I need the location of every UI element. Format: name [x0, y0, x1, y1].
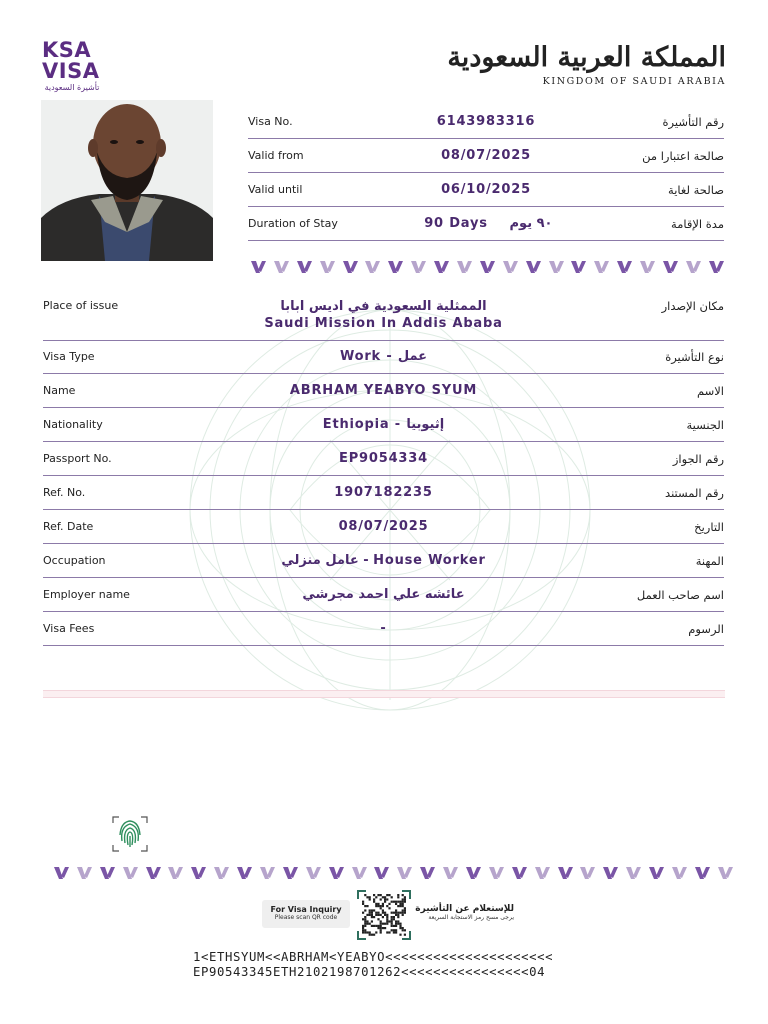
check-mark-icon — [717, 864, 734, 880]
field-place-of-issue — [43, 290, 724, 341]
field-valid-until — [248, 173, 724, 207]
check-mark-icon — [602, 864, 619, 880]
check-mark-icon — [282, 864, 299, 880]
field-valid-from — [248, 139, 724, 173]
visa-inquiry-ar — [414, 904, 514, 921]
field-ref-date — [43, 510, 724, 544]
check-mark-icon — [488, 864, 505, 880]
check-mark-icon — [99, 864, 116, 880]
field-label-ar: رقم التأشيرة — [662, 115, 724, 129]
ref-date-value: 08/07/2025 — [338, 519, 429, 534]
field-visa-no — [248, 105, 724, 139]
check-mark-icon — [259, 864, 276, 880]
field-visa-fees — [43, 612, 724, 646]
field-ref-no — [43, 476, 724, 510]
field-label-ar: رقم المستند — [665, 486, 724, 500]
field-label-ar: مكان الإصدار — [661, 299, 724, 313]
check-mark-icon — [662, 258, 679, 274]
field-visa-type — [43, 340, 724, 374]
check-mark-icon — [557, 864, 574, 880]
ref-number-value: 1907182235 — [334, 485, 433, 500]
valid-until-value: 06/10/2025 — [441, 182, 531, 197]
check-mark-icon — [419, 864, 436, 880]
inquiry-title-ar: للإستعلام عن التأشيرة — [415, 904, 514, 914]
mrz-line-2: EP90543345ETH2102198701262<<<<<<<<<<<<<<<<04 — [193, 965, 546, 979]
field-label: Duration of Stay — [248, 217, 338, 230]
inquiry-sub-en: Please scan QR code — [274, 914, 338, 921]
check-mark-icon — [387, 258, 404, 274]
check-mark-icon — [410, 258, 427, 274]
check-mark-icon — [273, 258, 290, 274]
check-mark-icon — [708, 258, 725, 274]
security-strip — [43, 690, 725, 698]
check-mark-icon — [351, 864, 368, 880]
check-mark-icon — [502, 258, 519, 274]
check-mark-icon — [525, 258, 542, 274]
check-mark-icon — [190, 864, 207, 880]
field-nationality — [43, 408, 724, 442]
field-label: Occupation — [43, 554, 106, 567]
field-label-ar: صالحة لغاية — [668, 183, 724, 197]
check-mark-icon — [145, 864, 162, 880]
check-mark-icon — [328, 864, 345, 880]
field-employer-name — [43, 578, 724, 612]
check-mark-icon — [442, 864, 459, 880]
field-label: Employer name — [43, 588, 130, 601]
field-label-ar: المهنة — [695, 554, 724, 568]
employer-name-value: عائشه علي احمد مجرشي — [302, 587, 465, 602]
field-passport-no — [43, 442, 724, 476]
mrz-line-1: 1<ETHSYUM<<ABRHAM<YEABYO<<<<<<<<<<<<<<<<<<<<< — [193, 950, 554, 964]
check-mark-icon — [296, 258, 313, 274]
check-mark-icon — [671, 864, 688, 880]
check-mark-icon — [548, 258, 565, 274]
valid-from-value: 08/07/2025 — [441, 148, 531, 163]
inquiry-title-en: For Visa Inquiry — [270, 905, 342, 914]
check-mark-icon — [625, 864, 642, 880]
field-label: Passport No. — [43, 452, 112, 465]
check-mark-icon — [579, 864, 596, 880]
check-mark-icon — [364, 258, 381, 274]
check-mark-icon — [694, 864, 711, 880]
check-mark-icon — [167, 864, 184, 880]
check-mark-icon — [373, 864, 390, 880]
logo-subtitle: تأشيرة السعودية — [44, 83, 100, 92]
check-mark-icon — [76, 864, 93, 880]
fingerprint-icon — [111, 815, 149, 853]
holder-photo — [41, 100, 213, 261]
kingdom-english: KINGDOM OF SAUDI ARABIA — [542, 76, 726, 87]
check-mark-icon — [305, 864, 322, 880]
nationality-value: Ethiopia - إثيوبيا — [322, 417, 445, 432]
field-label-ar: التاريخ — [694, 520, 724, 534]
check-mark-icon — [236, 864, 253, 880]
check-mark-icon — [250, 258, 267, 274]
duration-value: 90 Days — [424, 216, 488, 231]
field-label: Visa No. — [248, 115, 293, 128]
check-mark-icon — [511, 864, 528, 880]
visa-fees-value: - — [380, 621, 387, 636]
field-label: Nationality — [43, 418, 103, 431]
check-mark-icon — [685, 258, 702, 274]
logo-line-2: VISA — [42, 59, 100, 83]
check-mark-icon — [479, 258, 496, 274]
place-of-issue-ar: الممثلية السعودية في اديس ابابا — [280, 299, 487, 314]
check-mark-icon — [342, 258, 359, 274]
check-mark-icon — [213, 864, 230, 880]
occupation-value: عامل منزلي - House Worker — [281, 553, 486, 568]
check-mark-icon — [639, 258, 656, 274]
check-mark-icon — [122, 864, 139, 880]
field-label: Ref. No. — [43, 486, 86, 499]
qr-code-icon[interactable] — [357, 890, 411, 940]
visa-number-value: 6143983316 — [436, 114, 536, 129]
place-of-issue-en: Saudi Mission In Addis Ababa — [264, 316, 503, 331]
field-label: Valid from — [248, 149, 304, 162]
field-label-ar: الرسوم — [688, 622, 724, 636]
machine-readable-zone — [193, 950, 553, 980]
check-mark-icon — [456, 258, 473, 274]
field-label-ar: صالحة اعتبارا من — [642, 149, 724, 163]
check-mark-icon — [433, 258, 450, 274]
field-label: Ref. Date — [43, 520, 94, 533]
check-mark-icon — [534, 864, 551, 880]
field-name — [43, 374, 724, 408]
check-mark-icon — [396, 864, 413, 880]
passport-number-value: EP9054334 — [339, 451, 428, 466]
field-label-ar: مدة الإقامة — [671, 217, 724, 231]
field-occupation — [43, 544, 724, 578]
kingdom-arabic: المملكة العربية السعودية — [447, 42, 726, 73]
field-label: Name — [43, 384, 76, 397]
field-label-ar: اسم صاحب العمل — [636, 588, 724, 602]
field-duration — [248, 207, 724, 241]
logo-line-1: KSA — [42, 38, 92, 62]
visa-inquiry-en — [262, 900, 350, 928]
kingdom-emblem-text — [447, 38, 726, 87]
check-mark-icon — [593, 258, 610, 274]
field-label: Visa Type — [43, 350, 95, 363]
ksa-visa-logo — [42, 40, 122, 92]
field-label-ar: نوع التأشيرة — [665, 350, 724, 364]
visa-type-value: Work - عمل — [339, 349, 428, 364]
field-label-ar: الجنسية — [686, 418, 724, 432]
duration-value-ar: ٩٠ يوم — [509, 216, 553, 231]
field-label: Visa Fees — [43, 622, 95, 635]
field-label-ar: الاسم — [696, 384, 724, 398]
security-check-row-top — [250, 258, 731, 274]
check-mark-icon — [465, 864, 482, 880]
inquiry-sub-ar: يرجى مسح رمز الاستجابة السريعة — [428, 914, 514, 921]
field-label: Place of issue — [43, 299, 119, 312]
check-mark-icon — [616, 258, 633, 274]
security-check-row-bottom — [53, 864, 740, 880]
check-mark-icon — [319, 258, 336, 274]
holder-name-value: ABRHAM YEABYO SYUM — [289, 383, 478, 398]
check-mark-icon — [570, 258, 587, 274]
check-mark-icon — [648, 864, 665, 880]
check-mark-icon — [53, 864, 70, 880]
field-label: Valid until — [248, 183, 303, 196]
field-label-ar: رقم الجواز — [672, 452, 724, 466]
